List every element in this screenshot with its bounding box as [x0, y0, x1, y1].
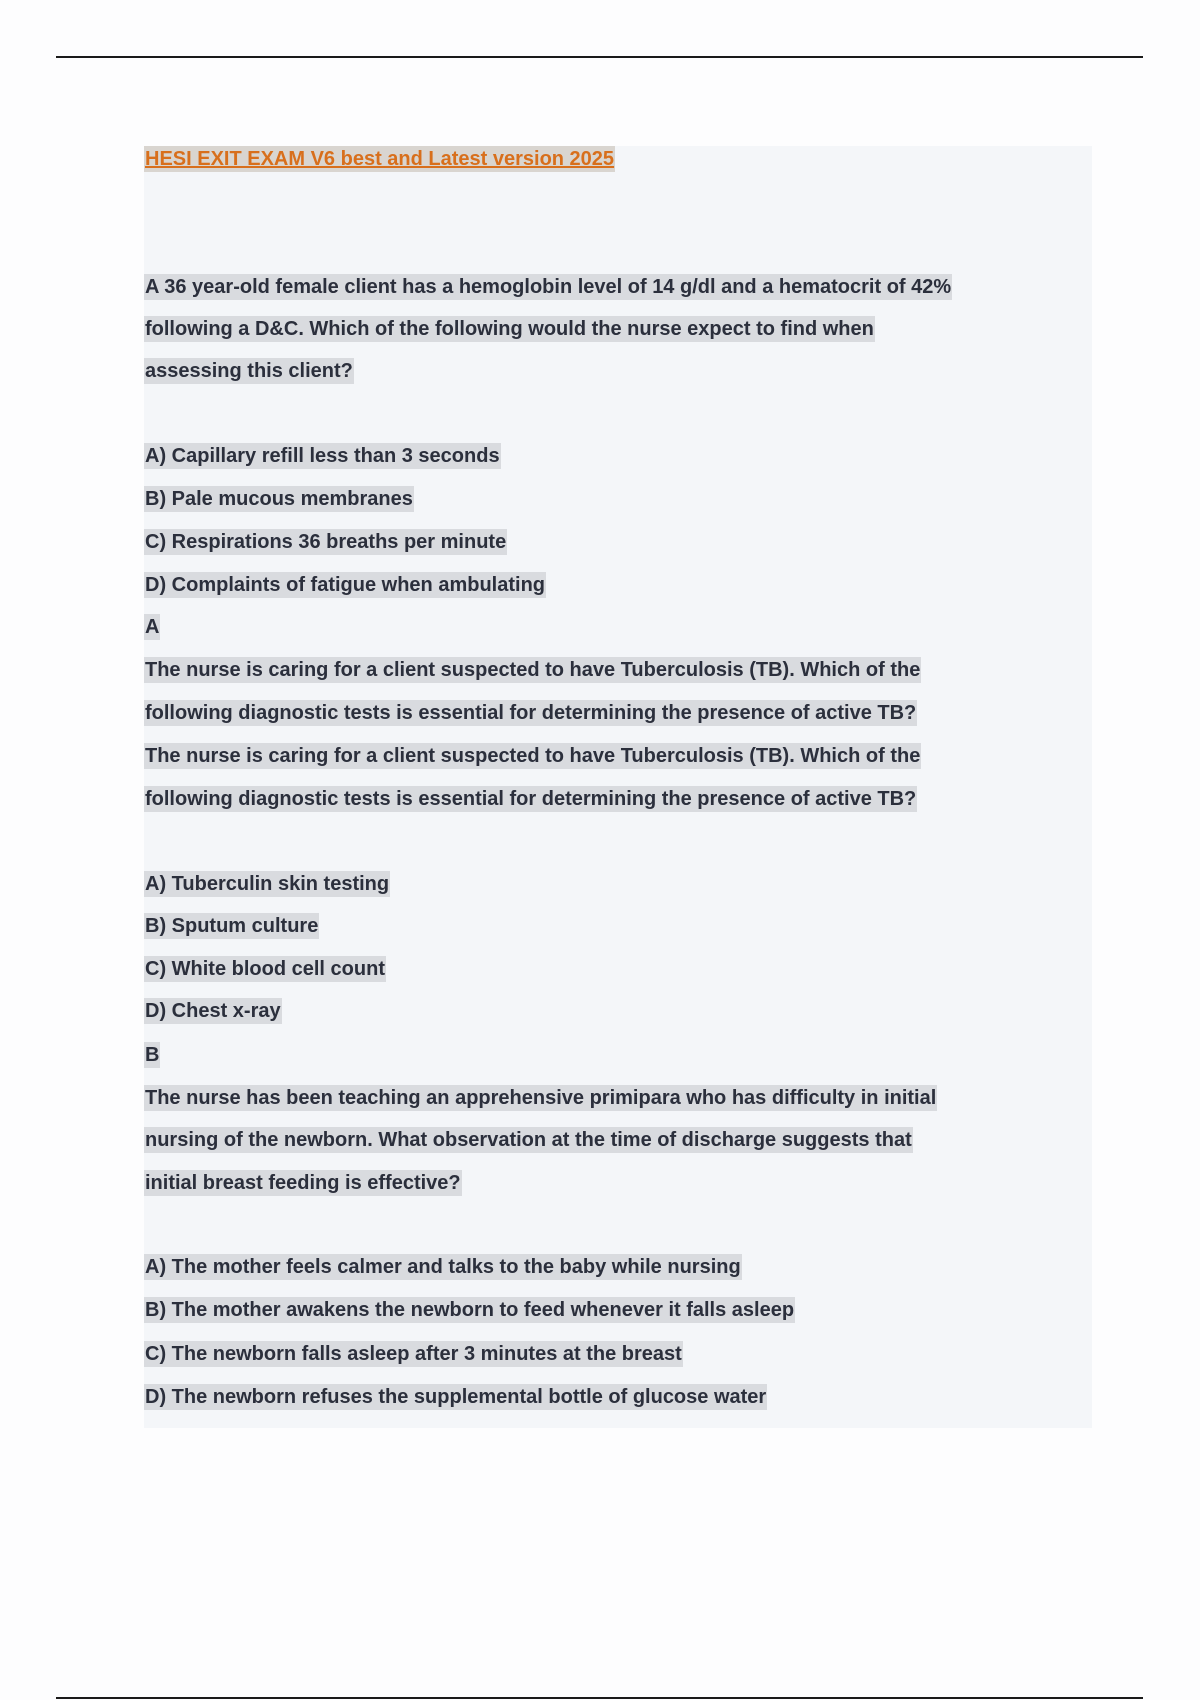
- question-1-stem-line-3: assessing this client?: [145, 360, 353, 382]
- document-body: [144, 146, 1092, 1428]
- question-3-stem-line-2: nursing of the newborn. What observation at the time of discharge suggests that: [145, 1129, 912, 1151]
- question-3-stem-line-1: The nurse has been teaching an apprehensive primipara who has difficulty in initial: [145, 1087, 937, 1109]
- header-rule: [56, 56, 1143, 58]
- footer-rule: [56, 1697, 1143, 1699]
- question-2-stem-line-2: following diagnostic tests is essential for determining the presence of active TB?: [145, 702, 917, 724]
- question-2-option-c: C) White blood cell count: [145, 958, 385, 980]
- question-3-option-c: C) The newborn falls asleep after 3 minutes at the breast: [145, 1343, 682, 1365]
- question-2-option-a: A) Tuberculin skin testing: [145, 873, 390, 895]
- question-2-stem-line-1: The nurse is caring for a client suspected to have Tuberculosis (TB). Which of the: [145, 659, 921, 681]
- question-3-option-d: D) The newborn refuses the supplemental bottle of glucose water: [145, 1386, 767, 1408]
- question-2-option-d: D) Chest x-ray: [145, 1000, 281, 1022]
- document-title[interactable]: HESI EXIT EXAM V6 best and Latest version 2025: [145, 148, 615, 170]
- question-1-option-a: A) Capillary refill less than 3 seconds: [145, 445, 500, 467]
- question-1-option-b: B) Pale mucous membranes: [145, 488, 413, 510]
- question-2-answer: B: [145, 1044, 160, 1066]
- question-2-option-b: B) Sputum culture: [145, 915, 319, 937]
- question-1-answer: A: [145, 616, 160, 638]
- question-3-option-a: A) The mother feels calmer and talks to the baby while nursing: [145, 1256, 741, 1278]
- question-2-stem-line-4: following diagnostic tests is essential for determining the presence of active TB?: [145, 788, 917, 810]
- question-1-stem-line-2: following a D&C. Which of the following would the nurse expect to find when: [145, 318, 874, 340]
- question-2-stem-line-3: The nurse is caring for a client suspected to have Tuberculosis (TB). Which of the: [145, 745, 921, 767]
- question-3-option-b: B) The mother awakens the newborn to feed whenever it falls asleep: [145, 1299, 795, 1321]
- question-3-stem-line-3: initial breast feeding is effective?: [145, 1172, 461, 1194]
- question-1-stem-line-1: A 36 year-old female client has a hemoglobin level of 14 g/dl and a hematocrit of 42%: [145, 276, 952, 298]
- question-1-option-d: D) Complaints of fatigue when ambulating: [145, 574, 545, 596]
- question-1-option-c: C) Respirations 36 breaths per minute: [145, 531, 507, 553]
